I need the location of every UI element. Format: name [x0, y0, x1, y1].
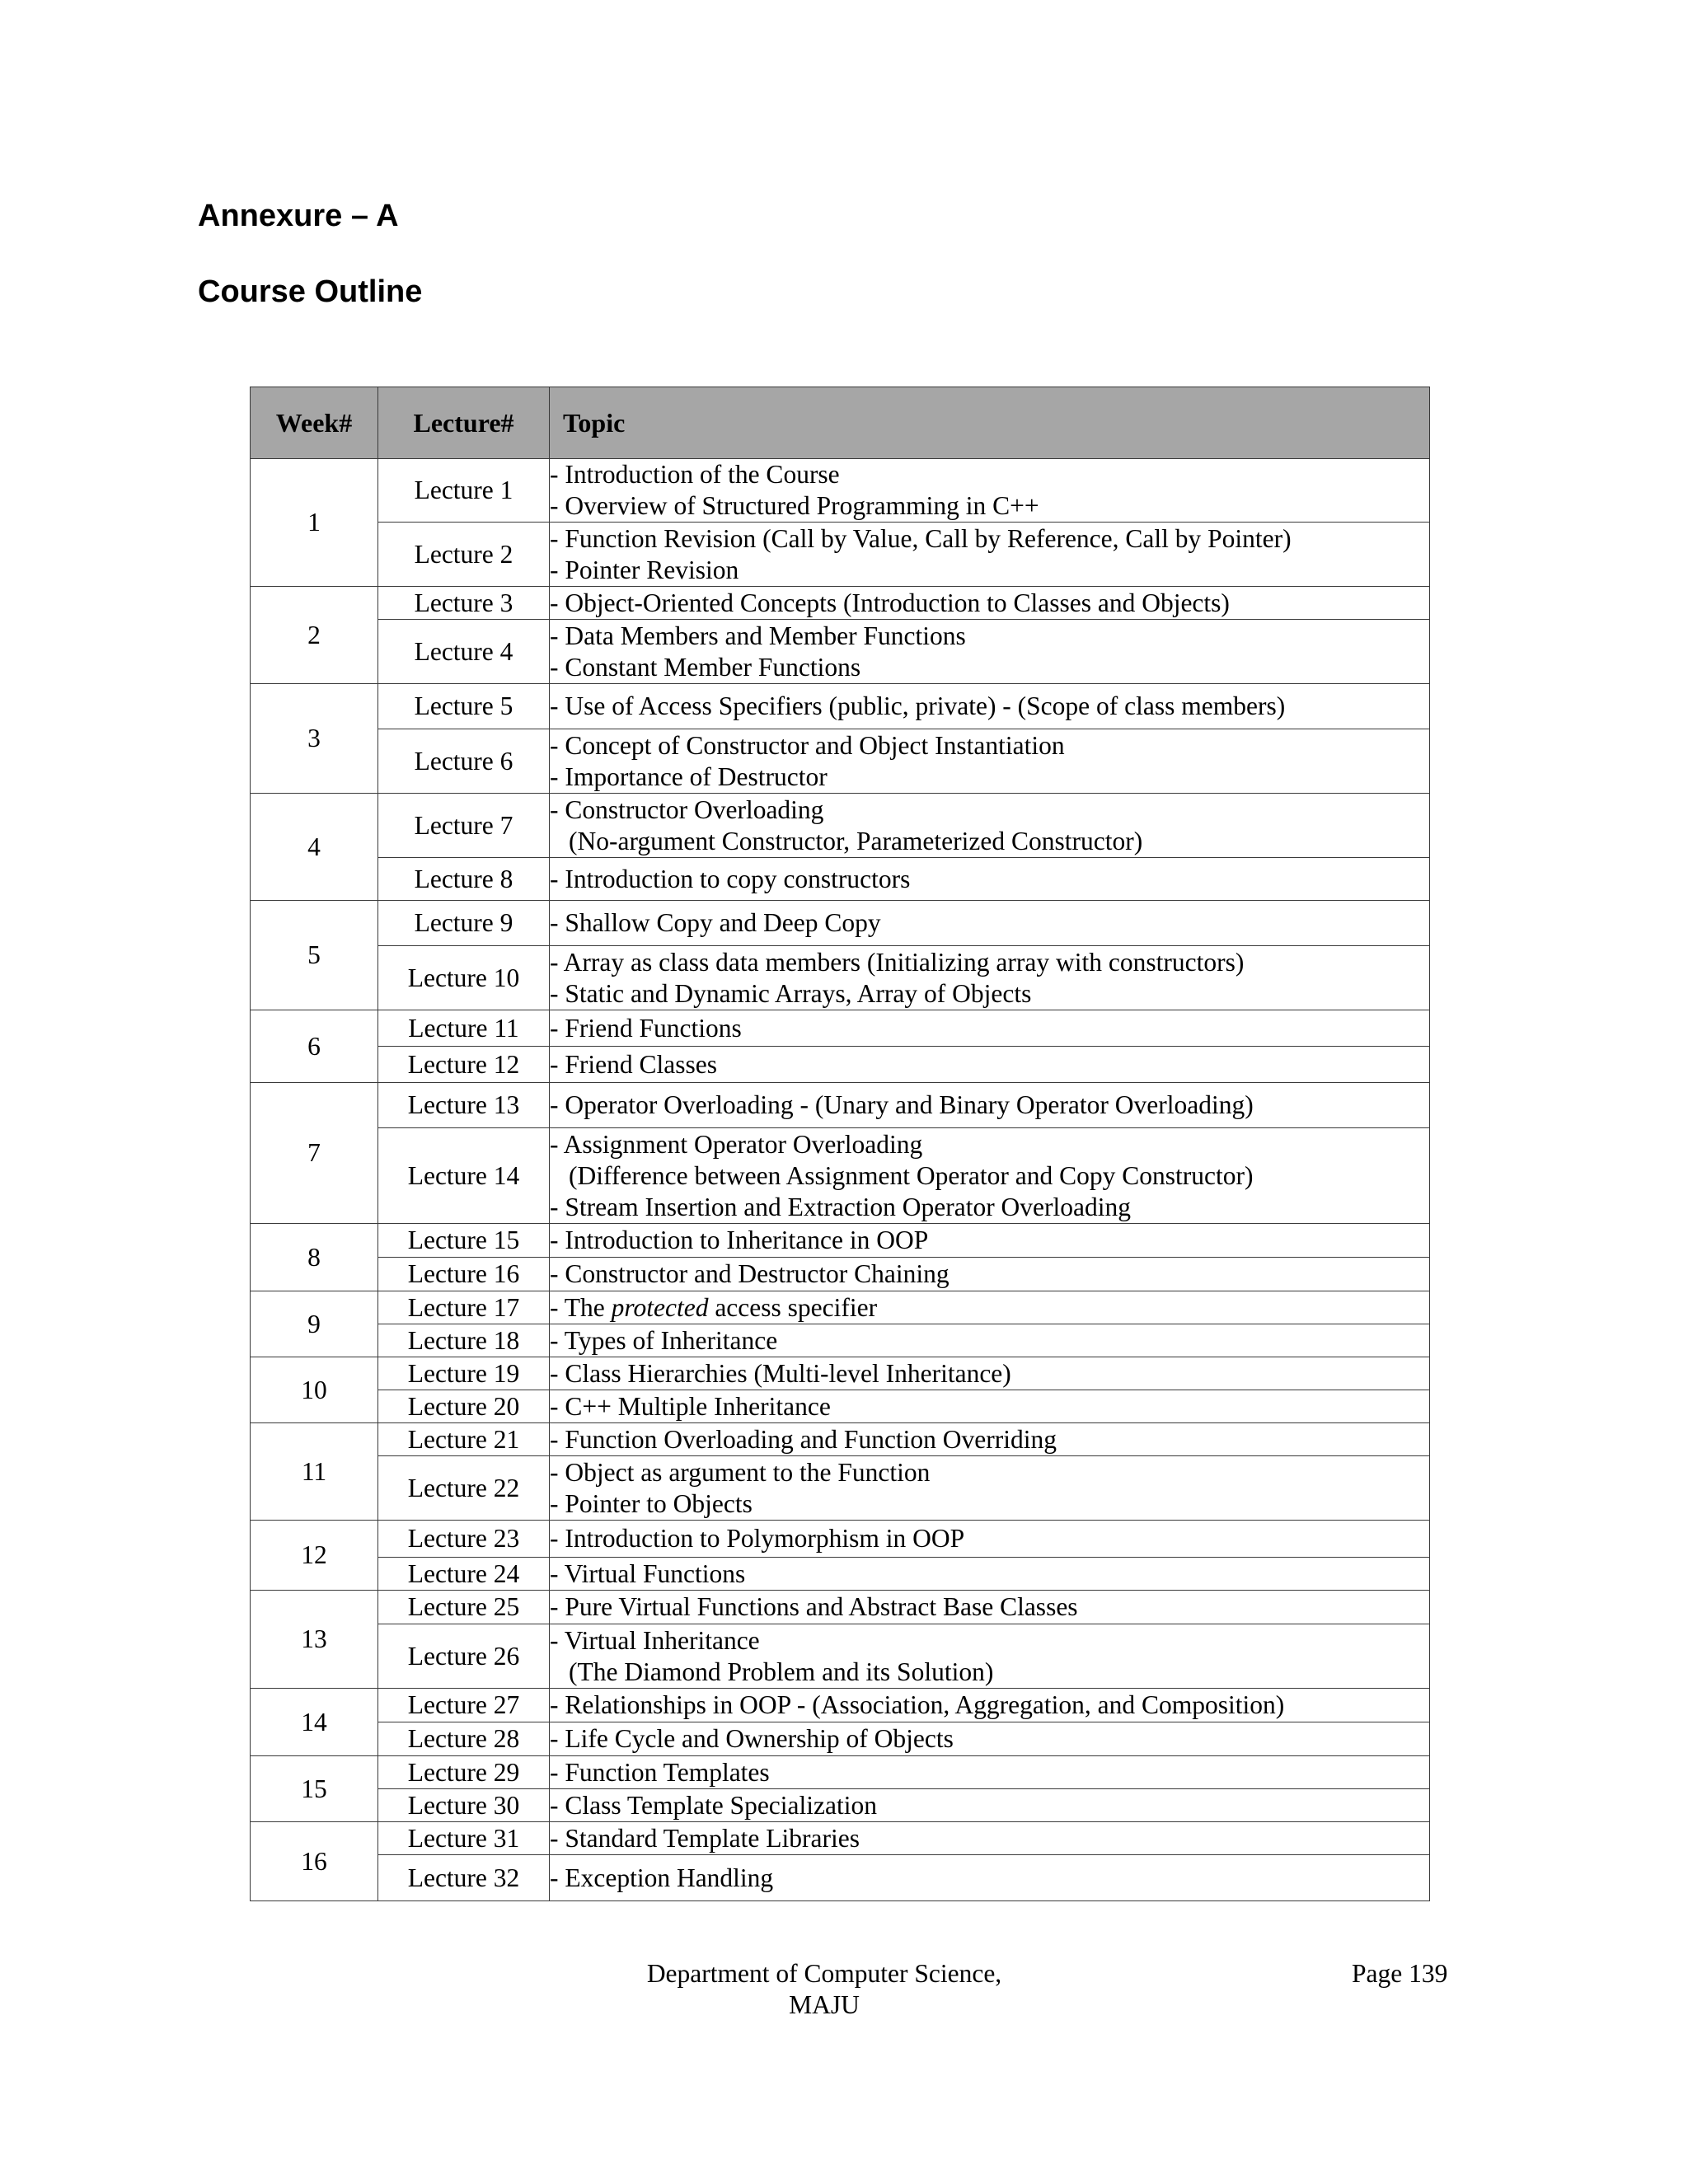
- header-lecture: Lecture#: [378, 387, 550, 459]
- table-row: [251, 1789, 1430, 1822]
- week-cell: 7: [251, 1083, 378, 1224]
- table-row: [251, 858, 1430, 901]
- table-row: [251, 1624, 1430, 1689]
- table-row: [251, 1357, 1430, 1390]
- lecture-cell: Lecture 21: [378, 1423, 550, 1456]
- week-cell: 5: [251, 901, 378, 1010]
- table-row: [251, 1083, 1430, 1128]
- topic-cell: [550, 1324, 1430, 1357]
- table-row: [251, 1128, 1430, 1224]
- topic-line: - Friend Classes: [550, 1049, 717, 1079]
- week-cell: 9: [251, 1291, 378, 1357]
- table-row: [251, 1291, 1430, 1324]
- topic-line: - Life Cycle and Ownership of Objects: [550, 1724, 954, 1753]
- topic-cell: [550, 523, 1430, 587]
- lecture-cell: Lecture 5: [378, 684, 550, 729]
- table-row: [251, 729, 1430, 794]
- table-row: [251, 523, 1430, 587]
- table-row: [251, 1521, 1430, 1558]
- table-row: [251, 901, 1430, 946]
- topic-line: - Introduction to Polymorphism in OOP: [550, 1524, 965, 1553]
- footer-department: [577, 1958, 1071, 2021]
- lecture-cell: Lecture 24: [378, 1558, 550, 1591]
- topic-line: - Class Hierarchies (Multi-level Inheritance): [550, 1358, 1011, 1388]
- topic-line: - Data Members and Member Functions: [550, 621, 966, 650]
- lecture-cell: Lecture 11: [378, 1010, 550, 1047]
- topic-line: - Introduction of the Course: [550, 460, 840, 489]
- table-row: [251, 459, 1430, 523]
- week-cell: 1: [251, 459, 378, 587]
- topic-cell: [550, 1291, 1430, 1324]
- lecture-cell: Lecture 30: [378, 1789, 550, 1822]
- table-row: [251, 684, 1430, 729]
- week-cell: 4: [251, 794, 378, 901]
- footer-page-number: Page 139: [1352, 1959, 1448, 1988]
- topic-line: - C++ Multiple Inheritance: [550, 1391, 831, 1421]
- topic-line: - Pure Virtual Functions and Abstract Base Classes: [550, 1592, 1078, 1621]
- topic-line: - Function Overloading and Function Overriding: [550, 1424, 1057, 1454]
- topic-line: (No-argument Constructor, Parameterized Constructor): [569, 826, 1143, 855]
- lecture-cell: Lecture 32: [378, 1855, 550, 1901]
- topic-line: - Introduction to copy constructors: [550, 864, 911, 893]
- topic-line: - Friend Functions: [550, 1013, 742, 1043]
- lecture-cell: Lecture 25: [378, 1591, 550, 1624]
- lecture-cell: Lecture 16: [378, 1258, 550, 1291]
- table-row: [251, 1010, 1430, 1047]
- topic-cell: [550, 1722, 1430, 1756]
- topic-line: - Constant Member Functions: [550, 652, 861, 682]
- topic-line: - Virtual Functions: [550, 1558, 746, 1588]
- topic-cell: [550, 1258, 1430, 1291]
- topic-cell: [550, 1855, 1430, 1901]
- week-cell: 14: [251, 1689, 378, 1756]
- week-cell: 15: [251, 1756, 378, 1822]
- course-outline-table: [250, 387, 1430, 1901]
- topic-cell: [550, 1558, 1430, 1591]
- lecture-cell: Lecture 29: [378, 1756, 550, 1789]
- topic-cell: [550, 1624, 1430, 1689]
- week-cell: 10: [251, 1357, 378, 1423]
- header-week: Week#: [251, 387, 378, 459]
- topic-cell: [550, 858, 1430, 901]
- topic-line: - Overview of Structured Programming in C++: [550, 491, 1039, 520]
- topic-cell: [550, 1689, 1430, 1722]
- week-cell: 3: [251, 684, 378, 794]
- table-row: [251, 1722, 1430, 1756]
- topic-line: - Function Templates: [550, 1757, 770, 1787]
- lecture-cell: Lecture 15: [378, 1224, 550, 1258]
- lecture-cell: Lecture 6: [378, 729, 550, 794]
- topic-line: - Standard Template Libraries: [550, 1823, 860, 1853]
- topic-line: - Array as class data members (Initializing array with constructors): [550, 947, 1245, 977]
- lecture-cell: Lecture 7: [378, 794, 550, 858]
- topic-cell: [550, 1083, 1430, 1128]
- topic-line: - Concept of Constructor and Object Instantiation: [550, 730, 1065, 760]
- topic-cell: [550, 684, 1430, 729]
- lecture-cell: Lecture 22: [378, 1456, 550, 1521]
- footer-department-line2: MAJU: [789, 1990, 860, 2019]
- footer-department-line1: Department of Computer Science,: [646, 1959, 1002, 1988]
- topic-line: - Static and Dynamic Arrays, Array of Objects: [550, 978, 1032, 1008]
- week-cell: 11: [251, 1423, 378, 1521]
- topic-line: - Importance of Destructor: [550, 762, 828, 791]
- topic-line: - Use of Access Specifiers (public, private) - (Scope of class members): [550, 691, 1286, 720]
- topic-cell: [550, 1047, 1430, 1083]
- topic-text: access specifier: [708, 1292, 878, 1322]
- topic-line: - Class Template Specialization: [550, 1790, 877, 1820]
- topic-cell: [550, 1423, 1430, 1456]
- topic-line: - Virtual Inheritance: [550, 1625, 760, 1655]
- lecture-cell: Lecture 4: [378, 620, 550, 684]
- table-row: [251, 1324, 1430, 1357]
- topic-line: [550, 1292, 1429, 1324]
- topic-cell: [550, 1456, 1430, 1521]
- table-row: [251, 1456, 1430, 1521]
- table-body: [251, 459, 1430, 1901]
- lecture-cell: Lecture 26: [378, 1624, 550, 1689]
- table-row: [251, 1822, 1430, 1855]
- week-cell: 2: [251, 587, 378, 684]
- lecture-cell: Lecture 2: [378, 523, 550, 587]
- topic-line: - Operator Overloading - (Unary and Binary Operator Overloading): [550, 1090, 1254, 1119]
- topic-line: - Object-Oriented Concepts (Introduction to Classes and Objects): [550, 588, 1230, 617]
- topic-cell: [550, 1357, 1430, 1390]
- lecture-cell: Lecture 12: [378, 1047, 550, 1083]
- topic-line: - Shallow Copy and Deep Copy: [550, 908, 881, 937]
- topic-line: - Function Revision (Call by Value, Call by Reference, Call by Pointer): [550, 523, 1292, 553]
- topic-cell: [550, 1756, 1430, 1789]
- lecture-cell: Lecture 17: [378, 1291, 550, 1324]
- lecture-cell: Lecture 13: [378, 1083, 550, 1128]
- table-row: [251, 1855, 1430, 1901]
- lecture-cell: Lecture 31: [378, 1822, 550, 1855]
- week-cell: 8: [251, 1224, 378, 1291]
- table-row: [251, 587, 1430, 620]
- topic-cell: [550, 1224, 1430, 1258]
- topic-line: - Introduction to Inheritance in OOP: [550, 1226, 929, 1254]
- table-row: [251, 620, 1430, 684]
- topic-line: - Pointer Revision: [550, 555, 739, 584]
- lecture-cell: Lecture 10: [378, 946, 550, 1010]
- topic-line: (Difference between Assignment Operator and Copy Constructor): [569, 1160, 1254, 1190]
- topic-cell: [550, 1789, 1430, 1822]
- topic-cell: [550, 587, 1430, 620]
- table-row: [251, 1258, 1430, 1291]
- topic-cell: [550, 729, 1430, 794]
- table-header-row: [251, 387, 1430, 459]
- topic-line: - Types of Inheritance: [550, 1325, 778, 1355]
- topic-line: - Constructor Overloading: [550, 794, 824, 824]
- topic-text: - The: [550, 1292, 612, 1322]
- table-row: [251, 794, 1430, 858]
- table-row: [251, 1591, 1430, 1624]
- lecture-cell: Lecture 1: [378, 459, 550, 523]
- lecture-cell: Lecture 23: [378, 1521, 550, 1558]
- table-row: [251, 946, 1430, 1010]
- lecture-cell: Lecture 3: [378, 587, 550, 620]
- annexure-heading: Annexure – A: [198, 199, 399, 233]
- lecture-cell: Lecture 14: [378, 1128, 550, 1224]
- lecture-cell: Lecture 28: [378, 1722, 550, 1756]
- topic-line: - Stream Insertion and Extraction Operator Overloading: [550, 1192, 1132, 1221]
- topic-cell: [550, 901, 1430, 946]
- week-cell: 16: [251, 1822, 378, 1901]
- lecture-cell: Lecture 20: [378, 1390, 550, 1423]
- topic-line: - Pointer to Objects: [550, 1488, 753, 1518]
- table-row: [251, 1224, 1430, 1258]
- topic-line: - Constructor and Destructor Chaining: [550, 1259, 950, 1288]
- topic-cell: [550, 459, 1430, 523]
- lecture-cell: Lecture 27: [378, 1689, 550, 1722]
- topic-cell: [550, 1591, 1430, 1624]
- lecture-cell: Lecture 18: [378, 1324, 550, 1357]
- topic-cell: [550, 620, 1430, 684]
- topic-emphasis: protected: [611, 1292, 709, 1322]
- topic-line: - Object as argument to the Function: [550, 1457, 931, 1487]
- topic-cell: [550, 946, 1430, 1010]
- course-outline-heading: Course Outline: [198, 274, 423, 309]
- topic-cell: [550, 794, 1430, 858]
- table-row: [251, 1756, 1430, 1789]
- week-cell: 13: [251, 1591, 378, 1689]
- topic-line: - Relationships in OOP - (Association, Aggregation, and Composition): [550, 1690, 1285, 1719]
- topic-cell: [550, 1010, 1430, 1047]
- topic-line: (The Diamond Problem and its Solution): [569, 1657, 994, 1686]
- week-cell: 6: [251, 1010, 378, 1083]
- lecture-cell: Lecture 8: [378, 858, 550, 901]
- lecture-cell: Lecture 9: [378, 901, 550, 946]
- topic-line: - Exception Handling: [550, 1863, 774, 1892]
- table-row: [251, 1423, 1430, 1456]
- table-row: [251, 1689, 1430, 1722]
- week-cell: 12: [251, 1521, 378, 1591]
- topic-cell: [550, 1128, 1430, 1224]
- topic-cell: [550, 1822, 1430, 1855]
- table-row: [251, 1047, 1430, 1083]
- topic-cell: [550, 1521, 1430, 1558]
- topic-cell: [550, 1390, 1430, 1423]
- table-row: [251, 1558, 1430, 1591]
- lecture-cell: Lecture 19: [378, 1357, 550, 1390]
- header-topic: Topic: [550, 387, 1430, 459]
- table-row: [251, 1390, 1430, 1423]
- topic-line: - Assignment Operator Overloading: [550, 1129, 923, 1159]
